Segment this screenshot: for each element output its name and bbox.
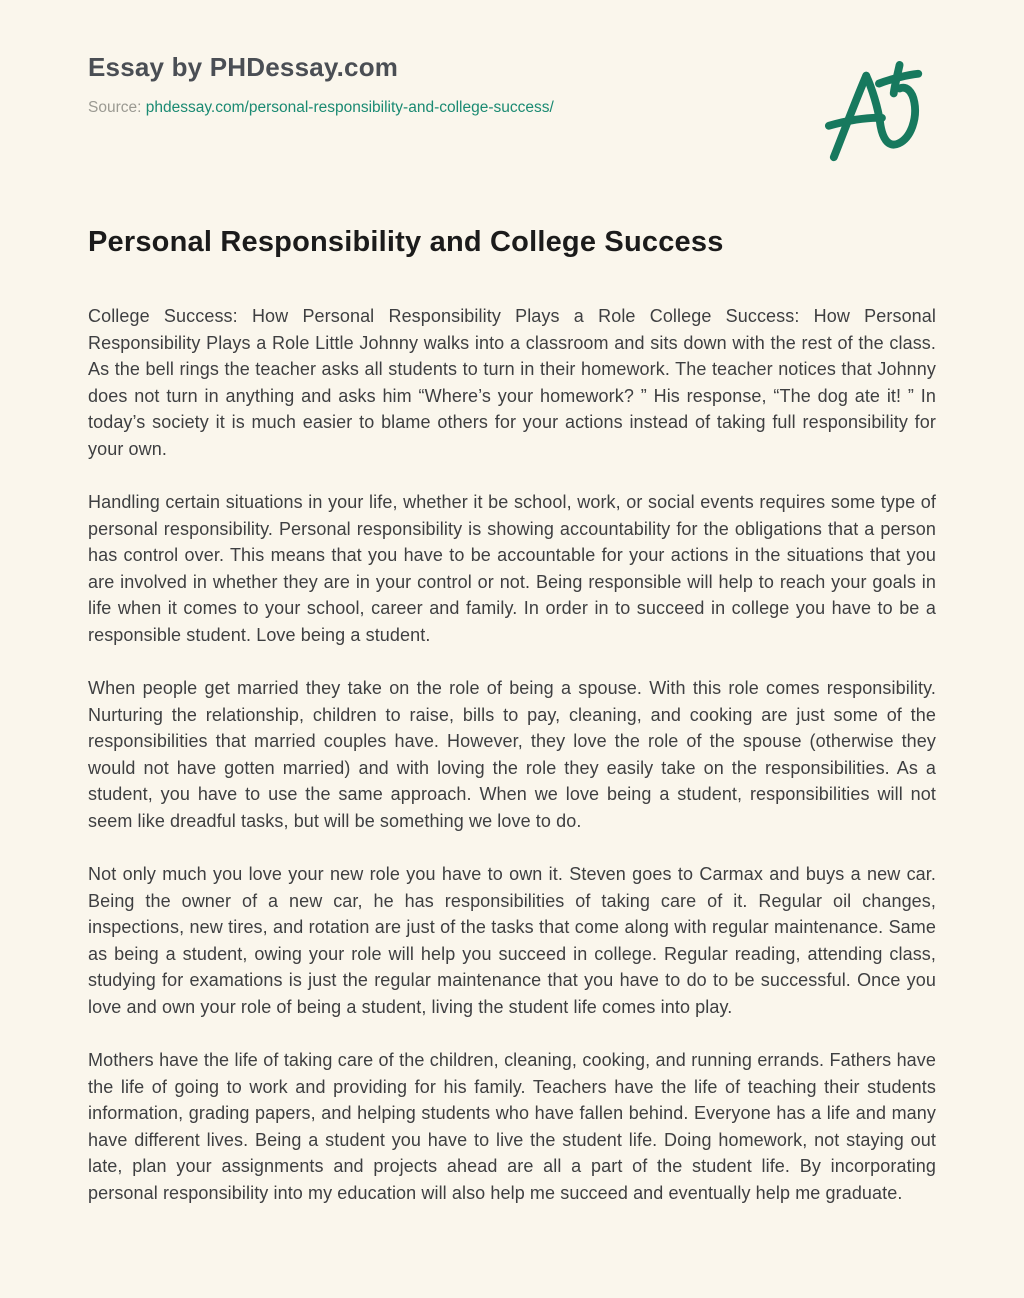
- header-text-block: [88, 46, 554, 117]
- essay-title: Personal Responsibility and College Success: [88, 226, 724, 258]
- essay-paragraph: College Success: How Personal Responsibility Plays a Role College Success: How Personal Responsibility Plays a Role Little Johnny walks into a classroom and sits down with the rest of the class. As the bell rings the teacher asks all students to turn in their homework. The teacher notices that Johnny does not turn in anything and asks him “Where’s your homework? ” His response, “The dog ate it! ” In today’s society it is much easier to blame others for your actions instead of taking full responsibility for your own.: [88, 306, 936, 459]
- source-url-link[interactable]: phdessay.com/personal-responsibility-and-college-success/: [145, 99, 554, 116]
- essay-paragraph: Handling certain situations in your life, whether it be school, work, or social events requires some type of personal responsibility. Personal responsibility is showing accountability for the obligations that a person has control over. This means that you have to be accountable for your actions in the situations that you are involved in whether they are in your control or not. Being responsible will help to reach your goals in life when it comes to your school, career and family. In order in to succeed in college you have to be a responsible student. Love being a student.: [88, 492, 936, 645]
- essay-paragraph: When people get married they take on the role of being a spouse. With this role comes responsibility. Nurturing the relationship, children to raise, bills to pay, cleaning, and cooking are just some of the responsibilities that married couples have. However, they love the role of the spouse (otherwise they would not have gotten married) and with loving the role they easily take on the responsibilities. As a student, you have to use the same approach. When we love being a student, responsibilities will not seem like dreadful tasks, but will be something we love to do.: [88, 678, 936, 831]
- page-header: [88, 46, 936, 170]
- a-plus-logo-icon: [824, 58, 932, 170]
- essay-paragraph: Mothers have the life of taking care of the children, cleaning, cooking, and running errands. Fathers have the life of going to work and providing for his family. Teachers have the life of teaching their students information, grading papers, and helping students who have fallen behind. Everyone has a life and many have different lives. Being a student you have to live the student life. Doing homework, not staying out late, plan your assignments and projects ahead are all a part of the student life. By incorporating personal responsibility into my education will also help me succeed and eventually help me graduate.: [88, 1050, 936, 1203]
- source-line: [88, 99, 554, 117]
- essay-body: [88, 303, 936, 1206]
- site-title: Essay by PHDessay.com: [88, 52, 399, 82]
- source-label: Source:: [88, 99, 142, 116]
- essay-paragraph: Not only much you love your new role you have to own it. Steven goes to Carmax and buys a new car. Being the owner of a new car, he has responsibilities of taking care of it. Regular oil changes, inspections, new tires, and rotation are just of the tasks that come along with regular maintenance. Same as being a student, owing your role will help you succeed in college. Regular reading, attending class, studying for examations is just the regular maintenance that you have to do to be successful. Once you love and own your role of being a student, living the student life comes into play.: [88, 864, 936, 1017]
